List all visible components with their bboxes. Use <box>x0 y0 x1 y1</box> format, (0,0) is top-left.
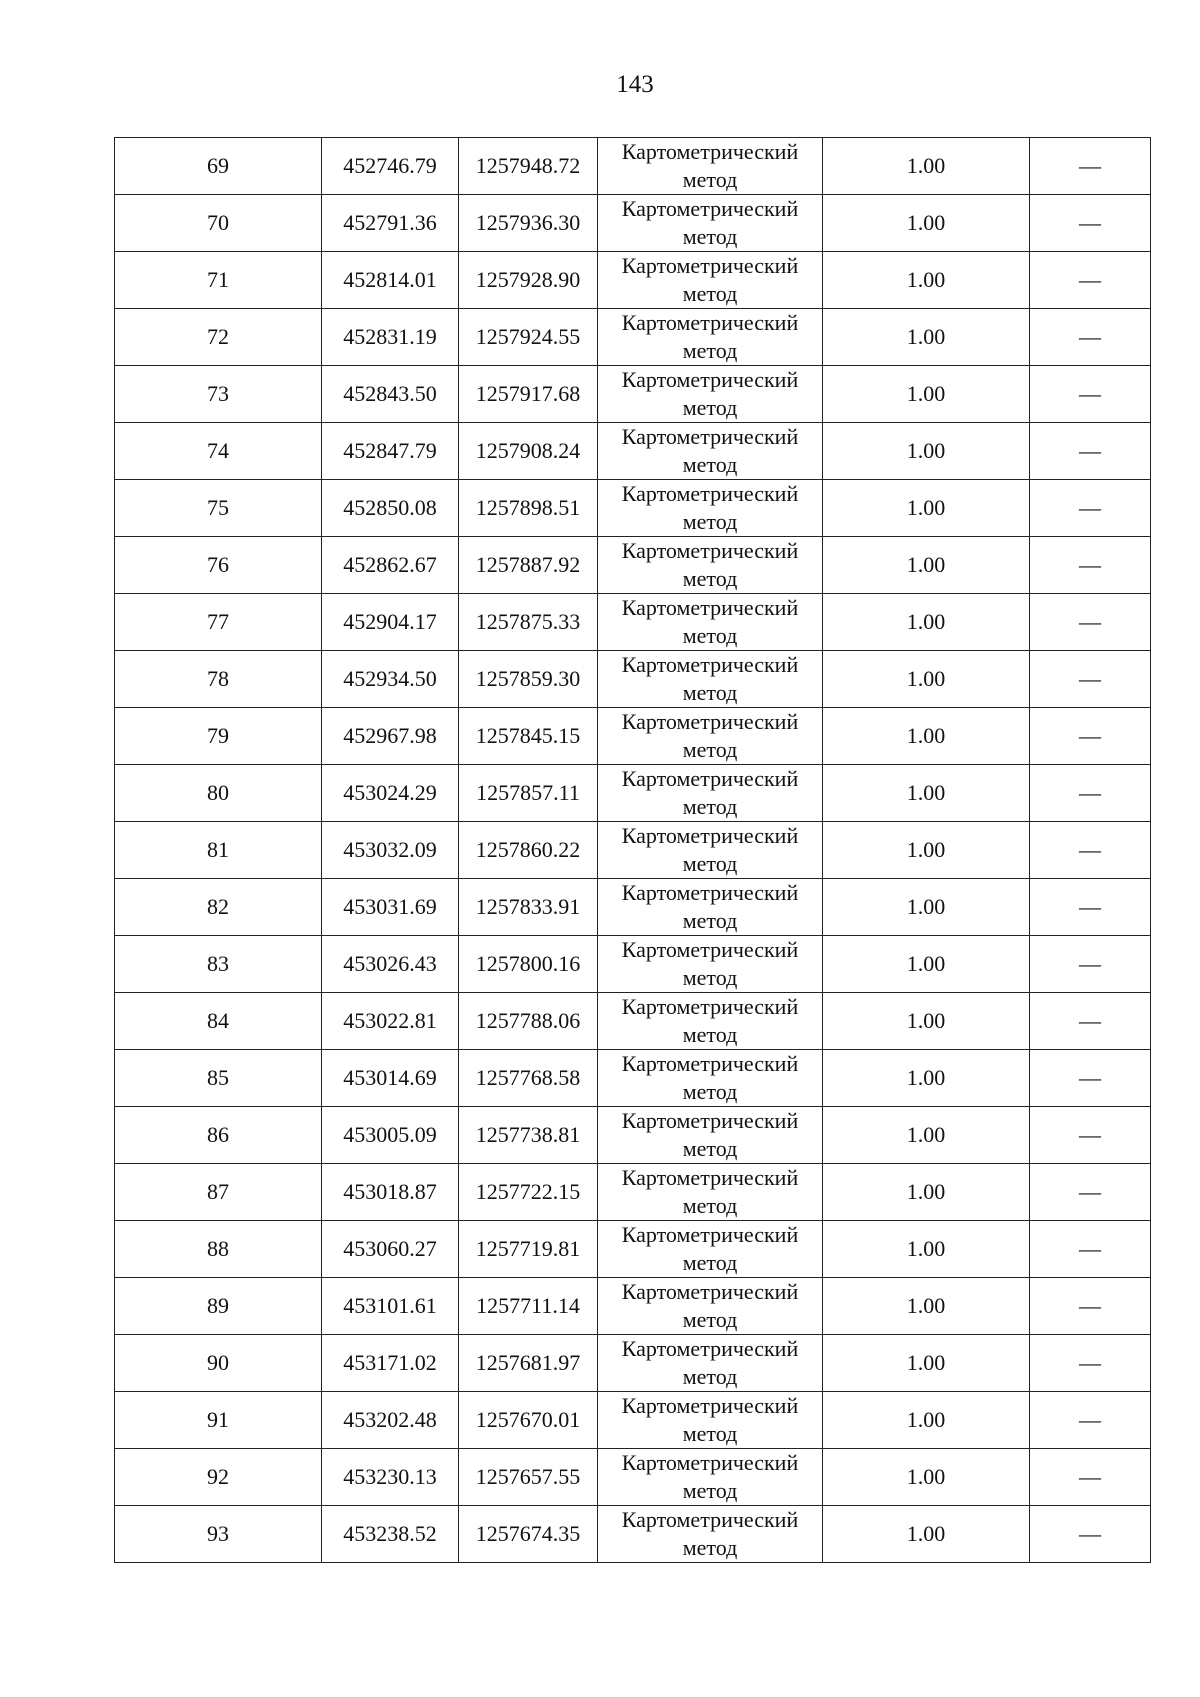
point-number-cell: 69 <box>115 138 322 195</box>
accuracy-cell: 1.00 <box>823 879 1030 936</box>
table-row <box>115 651 1151 708</box>
method-cell <box>598 1506 823 1563</box>
method-line-2: метод <box>682 224 738 249</box>
method-cell <box>598 1278 823 1335</box>
note-cell: — <box>1030 708 1151 765</box>
table-row <box>115 1392 1151 1449</box>
x-coordinate-cell: 452847.79 <box>322 423 459 480</box>
point-number-cell: 86 <box>115 1107 322 1164</box>
accuracy-cell: 1.00 <box>823 537 1030 594</box>
method-line-2: метод <box>682 566 738 591</box>
method-line-2: метод <box>682 1250 738 1275</box>
y-coordinate-cell: 1257859.30 <box>459 651 598 708</box>
method-line-2: метод <box>682 1307 738 1332</box>
note-cell: — <box>1030 309 1151 366</box>
y-coordinate-cell: 1257788.06 <box>459 993 598 1050</box>
note-cell: — <box>1030 366 1151 423</box>
x-coordinate-cell: 453022.81 <box>322 993 459 1050</box>
point-number-cell: 72 <box>115 309 322 366</box>
method-line-2: метод <box>682 908 738 933</box>
table-row <box>115 879 1151 936</box>
x-coordinate-cell: 452934.50 <box>322 651 459 708</box>
accuracy-cell: 1.00 <box>823 138 1030 195</box>
point-number-cell: 93 <box>115 1506 322 1563</box>
accuracy-cell: 1.00 <box>823 1278 1030 1335</box>
method-line-1: Картометрический <box>621 424 799 449</box>
point-number-cell: 81 <box>115 822 322 879</box>
accuracy-cell: 1.00 <box>823 1221 1030 1278</box>
note-cell: — <box>1030 879 1151 936</box>
note-cell: — <box>1030 1050 1151 1107</box>
point-number-cell: 88 <box>115 1221 322 1278</box>
method-line-1: Картометрический <box>621 196 799 221</box>
note-cell: — <box>1030 1506 1151 1563</box>
accuracy-cell: 1.00 <box>823 1050 1030 1107</box>
note-cell: — <box>1030 138 1151 195</box>
method-cell <box>598 480 823 537</box>
note-cell: — <box>1030 765 1151 822</box>
y-coordinate-cell: 1257928.90 <box>459 252 598 309</box>
accuracy-cell: 1.00 <box>823 1506 1030 1563</box>
point-number-cell: 78 <box>115 651 322 708</box>
point-number-cell: 90 <box>115 1335 322 1392</box>
x-coordinate-cell: 453171.02 <box>322 1335 459 1392</box>
y-coordinate-cell: 1257719.81 <box>459 1221 598 1278</box>
y-coordinate-cell: 1257948.72 <box>459 138 598 195</box>
y-coordinate-cell: 1257670.01 <box>459 1392 598 1449</box>
method-line-1: Картометрический <box>621 139 799 164</box>
method-cell <box>598 1392 823 1449</box>
accuracy-cell: 1.00 <box>823 1335 1030 1392</box>
accuracy-cell: 1.00 <box>823 423 1030 480</box>
y-coordinate-cell: 1257738.81 <box>459 1107 598 1164</box>
method-line-2: метод <box>682 1079 738 1104</box>
method-cell <box>598 594 823 651</box>
y-coordinate-cell: 1257875.33 <box>459 594 598 651</box>
x-coordinate-cell: 453032.09 <box>322 822 459 879</box>
method-line-2: метод <box>682 1022 738 1047</box>
method-line-1: Картометрический <box>621 481 799 506</box>
page-number: 143 <box>616 71 654 98</box>
method-cell <box>598 537 823 594</box>
y-coordinate-cell: 1257768.58 <box>459 1050 598 1107</box>
method-line-1: Картометрический <box>621 1336 799 1361</box>
method-line-1: Картометрический <box>621 652 799 677</box>
table-row <box>115 537 1151 594</box>
method-cell <box>598 366 823 423</box>
table-row <box>115 1221 1151 1278</box>
table-row <box>115 1506 1151 1563</box>
accuracy-cell: 1.00 <box>823 309 1030 366</box>
y-coordinate-cell: 1257936.30 <box>459 195 598 252</box>
table-row <box>115 252 1151 309</box>
method-line-2: метод <box>682 452 738 477</box>
method-cell <box>598 1221 823 1278</box>
note-cell: — <box>1030 1278 1151 1335</box>
method-line-1: Картометрический <box>621 994 799 1019</box>
point-number-cell: 92 <box>115 1449 322 1506</box>
note-cell: — <box>1030 1335 1151 1392</box>
method-line-1: Картометрический <box>621 1393 799 1418</box>
method-line-2: метод <box>682 1193 738 1218</box>
y-coordinate-cell: 1257722.15 <box>459 1164 598 1221</box>
point-number-cell: 76 <box>115 537 322 594</box>
accuracy-cell: 1.00 <box>823 936 1030 993</box>
table-row <box>115 138 1151 195</box>
method-cell <box>598 822 823 879</box>
note-cell: — <box>1030 993 1151 1050</box>
accuracy-cell: 1.00 <box>823 480 1030 537</box>
method-line-1: Картометрический <box>621 310 799 335</box>
table-row <box>115 195 1151 252</box>
note-cell: — <box>1030 480 1151 537</box>
method-cell <box>598 1335 823 1392</box>
accuracy-cell: 1.00 <box>823 252 1030 309</box>
method-line-1: Картометрический <box>621 823 799 848</box>
note-cell: — <box>1030 252 1151 309</box>
table-row <box>115 366 1151 423</box>
accuracy-cell: 1.00 <box>823 1164 1030 1221</box>
x-coordinate-cell: 453005.09 <box>322 1107 459 1164</box>
x-coordinate-cell: 452862.67 <box>322 537 459 594</box>
y-coordinate-cell: 1257887.92 <box>459 537 598 594</box>
point-number-cell: 84 <box>115 993 322 1050</box>
method-cell <box>598 1107 823 1164</box>
table-row <box>115 1335 1151 1392</box>
table-row <box>115 936 1151 993</box>
method-line-2: метод <box>682 395 738 420</box>
y-coordinate-cell: 1257657.55 <box>459 1449 598 1506</box>
accuracy-cell: 1.00 <box>823 195 1030 252</box>
y-coordinate-cell: 1257681.97 <box>459 1335 598 1392</box>
point-number-cell: 75 <box>115 480 322 537</box>
method-line-1: Картометрический <box>621 1165 799 1190</box>
table-row <box>115 1107 1151 1164</box>
method-line-2: метод <box>682 1478 738 1503</box>
table-row <box>115 480 1151 537</box>
y-coordinate-cell: 1257857.11 <box>459 765 598 822</box>
x-coordinate-cell: 452814.01 <box>322 252 459 309</box>
note-cell: — <box>1030 423 1151 480</box>
x-coordinate-cell: 453031.69 <box>322 879 459 936</box>
method-line-1: Картометрический <box>621 538 799 563</box>
point-number-cell: 82 <box>115 879 322 936</box>
accuracy-cell: 1.00 <box>823 822 1030 879</box>
x-coordinate-cell: 453026.43 <box>322 936 459 993</box>
point-number-cell: 87 <box>115 1164 322 1221</box>
accuracy-cell: 1.00 <box>823 993 1030 1050</box>
x-coordinate-cell: 452843.50 <box>322 366 459 423</box>
method-cell <box>598 1164 823 1221</box>
x-coordinate-cell: 453014.69 <box>322 1050 459 1107</box>
method-line-2: метод <box>682 794 738 819</box>
method-line-2: метод <box>682 1364 738 1389</box>
table-row <box>115 765 1151 822</box>
x-coordinate-cell: 453060.27 <box>322 1221 459 1278</box>
table-row <box>115 309 1151 366</box>
y-coordinate-cell: 1257674.35 <box>459 1506 598 1563</box>
accuracy-cell: 1.00 <box>823 594 1030 651</box>
method-line-1: Картометрический <box>621 1051 799 1076</box>
method-line-2: метод <box>682 338 738 363</box>
method-line-2: метод <box>682 623 738 648</box>
x-coordinate-cell: 453202.48 <box>322 1392 459 1449</box>
accuracy-cell: 1.00 <box>823 366 1030 423</box>
x-coordinate-cell: 453024.29 <box>322 765 459 822</box>
method-cell <box>598 195 823 252</box>
note-cell: — <box>1030 195 1151 252</box>
note-cell: — <box>1030 936 1151 993</box>
table-row <box>115 993 1151 1050</box>
accuracy-cell: 1.00 <box>823 1449 1030 1506</box>
point-number-cell: 85 <box>115 1050 322 1107</box>
x-coordinate-cell: 452967.98 <box>322 708 459 765</box>
y-coordinate-cell: 1257917.68 <box>459 366 598 423</box>
accuracy-cell: 1.00 <box>823 1107 1030 1164</box>
x-coordinate-cell: 453230.13 <box>322 1449 459 1506</box>
y-coordinate-cell: 1257924.55 <box>459 309 598 366</box>
x-coordinate-cell: 452746.79 <box>322 138 459 195</box>
method-line-2: метод <box>682 680 738 705</box>
note-cell: — <box>1030 1221 1151 1278</box>
x-coordinate-cell: 453238.52 <box>322 1506 459 1563</box>
method-line-2: метод <box>682 1535 738 1560</box>
table-row <box>115 1164 1151 1221</box>
accuracy-cell: 1.00 <box>823 765 1030 822</box>
method-cell <box>598 423 823 480</box>
method-line-1: Картометрический <box>621 1108 799 1133</box>
point-number-cell: 70 <box>115 195 322 252</box>
method-line-1: Картометрический <box>621 709 799 734</box>
method-cell <box>598 879 823 936</box>
accuracy-cell: 1.00 <box>823 1392 1030 1449</box>
point-number-cell: 89 <box>115 1278 322 1335</box>
method-line-1: Картометрический <box>621 253 799 278</box>
y-coordinate-cell: 1257898.51 <box>459 480 598 537</box>
x-coordinate-cell: 453018.87 <box>322 1164 459 1221</box>
x-coordinate-cell: 452850.08 <box>322 480 459 537</box>
y-coordinate-cell: 1257908.24 <box>459 423 598 480</box>
method-line-1: Картометрический <box>621 1450 799 1475</box>
method-line-2: метод <box>682 509 738 534</box>
point-number-cell: 79 <box>115 708 322 765</box>
y-coordinate-cell: 1257860.22 <box>459 822 598 879</box>
coordinates-table <box>114 137 1151 1563</box>
method-line-2: метод <box>682 1421 738 1446</box>
method-cell <box>598 1050 823 1107</box>
method-line-2: метод <box>682 965 738 990</box>
y-coordinate-cell: 1257711.14 <box>459 1278 598 1335</box>
method-line-2: метод <box>682 737 738 762</box>
note-cell: — <box>1030 1164 1151 1221</box>
point-number-cell: 80 <box>115 765 322 822</box>
table-row <box>115 1050 1151 1107</box>
method-line-1: Картометрический <box>621 1507 799 1532</box>
table-row <box>115 594 1151 651</box>
method-line-1: Картометрический <box>621 367 799 392</box>
accuracy-cell: 1.00 <box>823 651 1030 708</box>
method-cell <box>598 252 823 309</box>
note-cell: — <box>1030 1449 1151 1506</box>
y-coordinate-cell: 1257800.16 <box>459 936 598 993</box>
method-cell <box>598 765 823 822</box>
x-coordinate-cell: 452831.19 <box>322 309 459 366</box>
method-line-1: Картометрический <box>621 766 799 791</box>
note-cell: — <box>1030 1392 1151 1449</box>
point-number-cell: 71 <box>115 252 322 309</box>
method-line-1: Картометрический <box>621 1279 799 1304</box>
point-number-cell: 73 <box>115 366 322 423</box>
table-row <box>115 708 1151 765</box>
x-coordinate-cell: 453101.61 <box>322 1278 459 1335</box>
method-line-1: Картометрический <box>621 880 799 905</box>
method-line-2: метод <box>682 851 738 876</box>
x-coordinate-cell: 452791.36 <box>322 195 459 252</box>
method-line-2: метод <box>682 281 738 306</box>
method-cell <box>598 1449 823 1506</box>
note-cell: — <box>1030 651 1151 708</box>
method-cell <box>598 309 823 366</box>
note-cell: — <box>1030 822 1151 879</box>
point-number-cell: 91 <box>115 1392 322 1449</box>
method-line-2: метод <box>682 1136 738 1161</box>
method-cell <box>598 138 823 195</box>
method-cell <box>598 651 823 708</box>
point-number-cell: 77 <box>115 594 322 651</box>
note-cell: — <box>1030 537 1151 594</box>
note-cell: — <box>1030 594 1151 651</box>
x-coordinate-cell: 452904.17 <box>322 594 459 651</box>
table-row <box>115 1449 1151 1506</box>
method-line-1: Картометрический <box>621 595 799 620</box>
table-row <box>115 822 1151 879</box>
y-coordinate-cell: 1257833.91 <box>459 879 598 936</box>
method-cell <box>598 708 823 765</box>
table-body <box>115 138 1151 1563</box>
method-line-1: Картометрический <box>621 1222 799 1247</box>
method-cell <box>598 936 823 993</box>
method-line-2: метод <box>682 167 738 192</box>
table-row <box>115 423 1151 480</box>
table-row <box>115 1278 1151 1335</box>
method-line-1: Картометрический <box>621 937 799 962</box>
note-cell: — <box>1030 1107 1151 1164</box>
y-coordinate-cell: 1257845.15 <box>459 708 598 765</box>
point-number-cell: 74 <box>115 423 322 480</box>
accuracy-cell: 1.00 <box>823 708 1030 765</box>
point-number-cell: 83 <box>115 936 322 993</box>
method-cell <box>598 993 823 1050</box>
